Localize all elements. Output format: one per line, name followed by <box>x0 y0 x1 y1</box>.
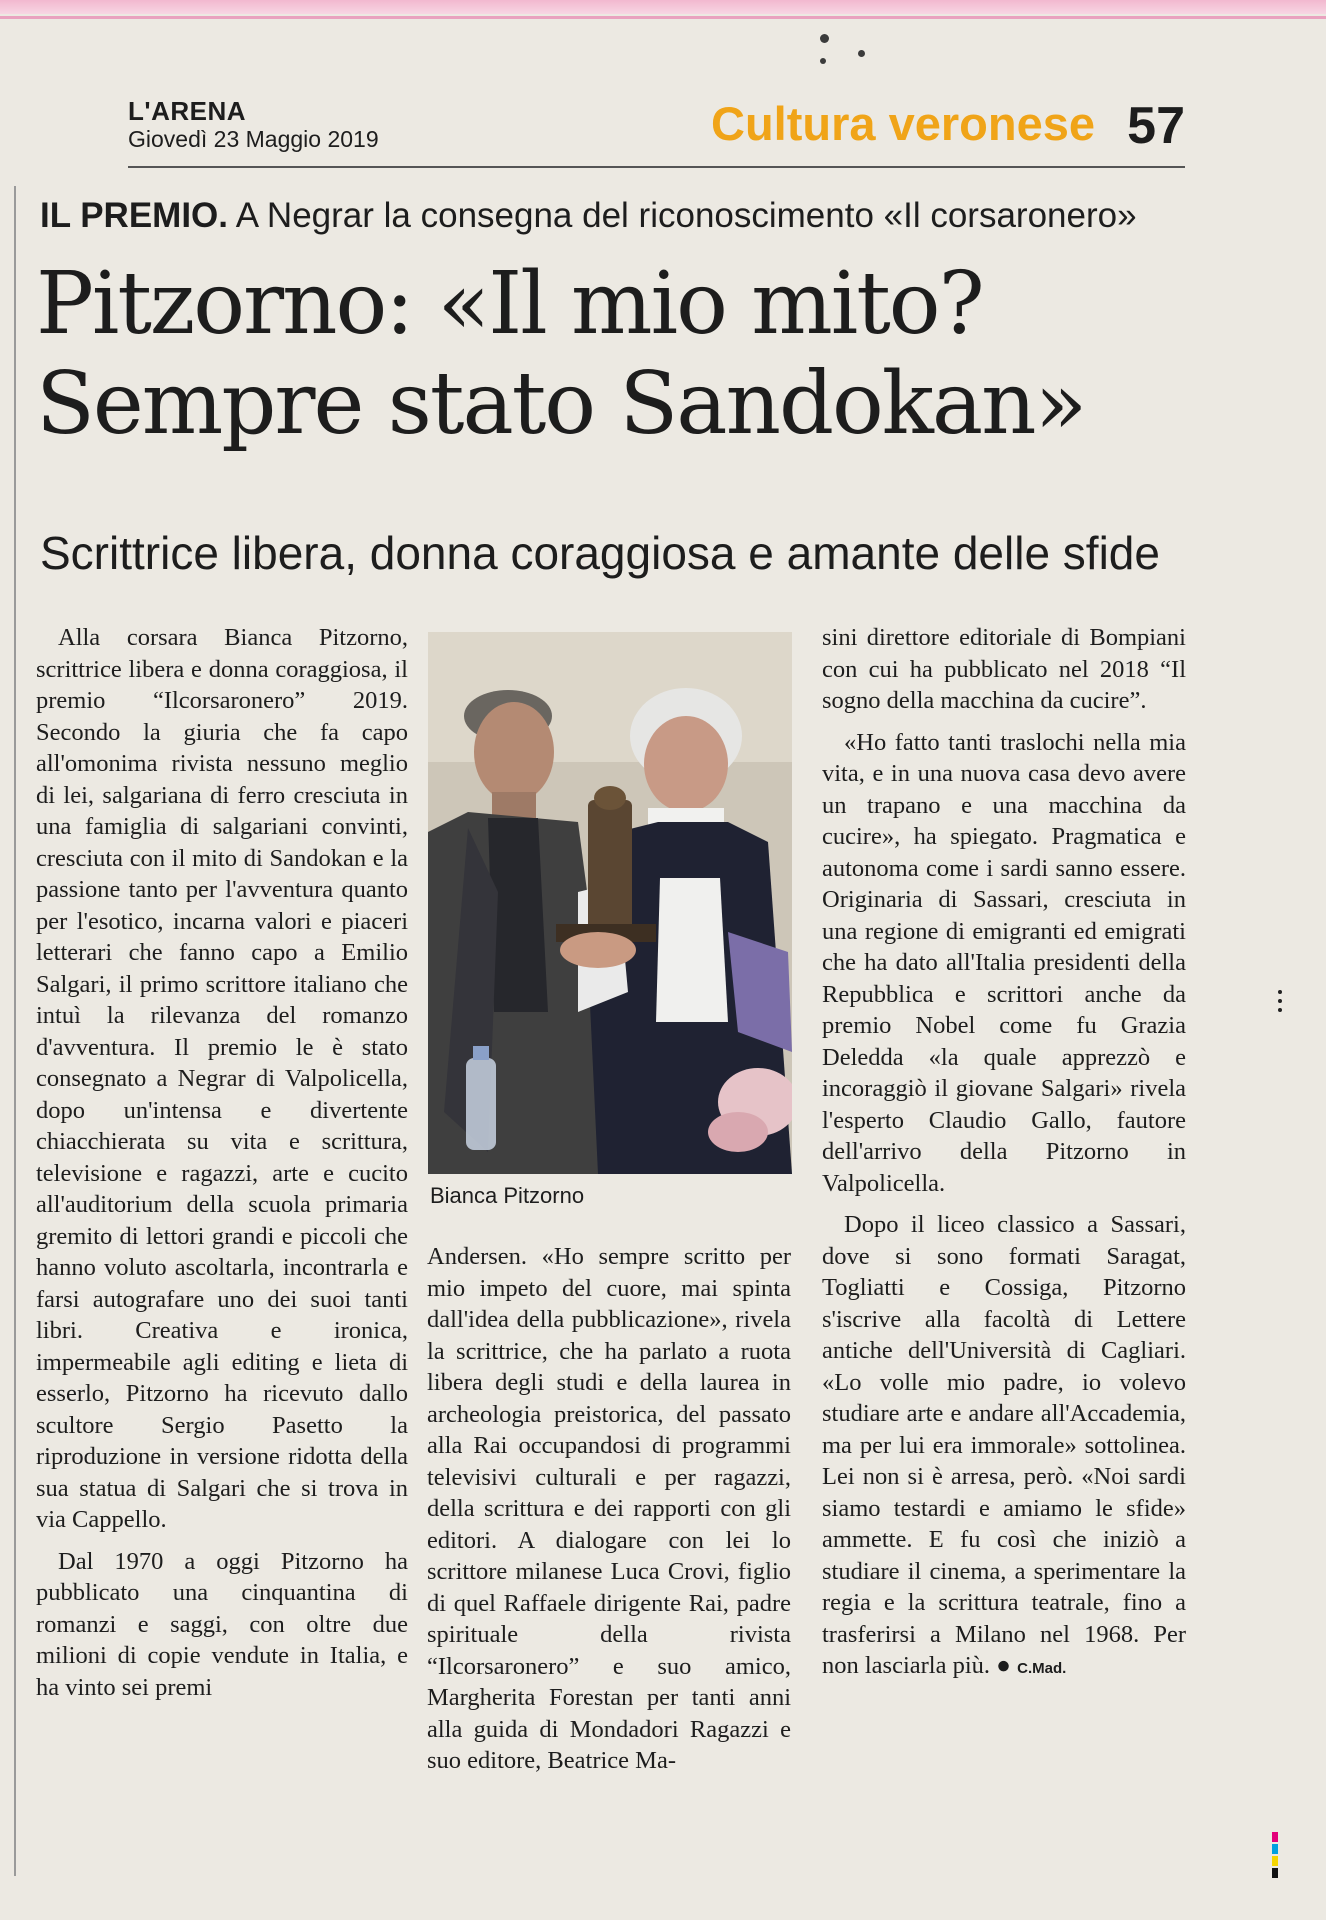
ink-spot <box>820 34 829 43</box>
page-header <box>128 96 1185 168</box>
headline-line-1: Pitzorno: «Il mio mito? <box>36 254 983 354</box>
page-number: 57 <box>1127 97 1185 155</box>
newspaper-name: L'ARENA <box>128 96 247 126</box>
photo-illustration <box>428 632 792 1174</box>
author-signature: C.Mad. <box>1017 1660 1067 1677</box>
paragraph-text: Dopo il liceo classico a Sassari, dove si sono formati Saragat, Togliatti e Cossiga, Pitzorno s'iscrive alla facoltà di Lettere antiche dell'Università di Cagliari. «Lo volle mio padre, io volevo studiare arte e andare all'Accademia, ma per lui era immorale» sottolinea. Lei non si è arresa, però. «Noi sardi siamo testardi e amiamo le sfide» ammette. E fu così che iniziò a studiare il cinema, a sperimentare la regia e la scrittura teatrale, fino a trasferirsi a Milano nel 1968. Per non lasciarla più. <box>822 1211 1186 1679</box>
article-headline <box>36 254 1236 454</box>
headline-line-2: Sempre stato Sandokan» <box>36 354 1086 454</box>
paragraph: Andersen. «Ho sempre scritto per mio impeto del cuore, mai spinta dall'idea della pubblicazione», rivela la scrittrice, che ha parlato a ruota libera degli studi e della laurea in archeologia preistorica, del passato alla Rai occupandosi di programmi televisivi culturali e per ragazzi, della scrittura e dei rapporti con gli editori. A dialogare con lei lo scrittore milanese Luca Crovi, figlio di quel Raffaele dirigente Rai, padre spirituale della rivista “Ilcorsaronero” e suo amico, Margherita Forestan per tanti anni alla guida di Mondadori Ragazzi e suo editore, Beatrice Ma- <box>427 1243 791 1774</box>
photo-caption: Bianca Pitzorno <box>430 1183 585 1208</box>
kicker-text: A Negrar la consegna del riconoscimento «Il corsaronero» <box>235 196 1137 235</box>
issue-date: Giovedì 23 Maggio 2019 <box>128 126 379 152</box>
paragraph: Dal 1970 a oggi Pitzorno ha pubblicato una cinquantina di romanzi e saggi, con oltre due milioni di copie vendute in Italia, e ha vinto sei premi <box>36 1547 408 1701</box>
article-subheadline: Scrittrice libera, donna coraggiosa e amante delle sfide <box>40 527 1160 579</box>
article-column-3 <box>822 622 1186 1685</box>
article-column-1 <box>36 622 408 1703</box>
paragraph <box>822 1209 1186 1685</box>
ink-spot <box>820 58 826 64</box>
paragraph: «Ho fatto tanti traslochi nella mia vita, e in una nuova casa devo avere un trapano e una macchina da cucire», ha spiegato. Pragmatica e autonoma come i sardi sanno essere. Originaria di Sassari, cresciuta in una regione di emigranti ed emigrati che ha dato all'Italia presidenti della Repubblica e scrittori anche da premio Nobel come fu Grazia Deledda «la quale apprezzò e incoraggiò il giovane Salgari» rivela l'esperto Claudio Gallo, fautore dell'arrivo della Pitzorno in Valpolicella. <box>822 728 1186 1197</box>
print-color-bar <box>1272 1832 1278 1878</box>
article-kicker <box>40 196 1190 242</box>
article-photo <box>428 632 792 1174</box>
column-rule <box>14 186 16 1876</box>
signature-bullet: ● <box>996 1652 1011 1679</box>
section-title: Cultura veronese <box>711 97 1095 150</box>
paragraph: sini direttore editoriale di Bompiani con cui ha pubblicato nel 2018 “Il sogno della macchina da cucire”. <box>822 624 1186 714</box>
top-color-band <box>0 0 1326 14</box>
paragraph: Alla corsara Bianca Pitzorno, scrittrice libera e donna coraggiosa, il premio “Ilcorsaronero” 2019. Secondo la giuria che fa capo all'omonima rivista nessuno meglio di lei, salgariana di ferro cresciuta in una famiglia di salgariani convinti, cresciuta con il mito di Sandokan e la passione tanto per l'avventura quanto per l'esotico, incarna valori e piaceri letterari che fanno capo a Emilio Salgari, il primo scrittore italiano che intuì la rilevanza del romanzo d'avventura. Il premio le è stato consegnato a Negrar di Valpolicella, dopo un'intensa e divertente chiacchierata su vita e scrittura, televisione e ragazzi, arte e cucito all'auditorium della scuola primaria gremito di lettori grandi e piccoli che hanno voluto ascoltarla, incontrarla e farsi autografare uno dei suoi tanti libri. Creativa e ironica, impermeabile agli editing e lieta di esserlo, Pitzorno ha ricevuto dallo scultore Sergio Pasetto la riproduzione in versione ridotta della sua statua di Salgari che si trova in via Cappello. <box>36 624 408 1533</box>
ink-spot <box>858 50 865 57</box>
article-column-2 <box>427 1241 791 1777</box>
margin-dots <box>1278 990 1284 1016</box>
top-color-line <box>0 16 1326 19</box>
kicker-lead: IL PREMIO. <box>40 196 228 235</box>
